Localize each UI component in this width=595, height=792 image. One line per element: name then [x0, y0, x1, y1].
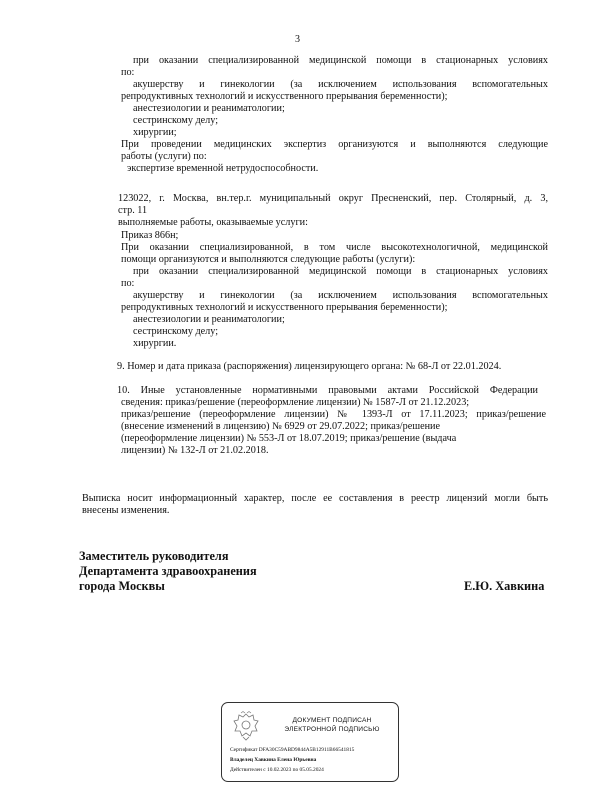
item-10-line: лицензии) № 132-Л от 21.02.2018. — [121, 445, 269, 456]
item-10-line: (переоформление лицензии) № 553-Л от 18.07.2019; приказ/решение (выдача — [121, 433, 457, 444]
electronic-signature-stamp — [221, 702, 399, 782]
signer-position: Заместитель руководителя — [79, 549, 229, 563]
item-10-line: 10. Иные установленные нормативными правовыми актами Российской Федерации — [117, 385, 538, 396]
text-line: При проведении медицинских экспертиз организуются и выполняются следующие — [121, 139, 548, 150]
text-line: сестринскому делу; — [133, 326, 219, 337]
stamp-validity: Действителен с 10.02.2023 по 05.05.2024 — [230, 767, 324, 773]
item-10-line: (внесение изменений в лицензию) № 6929 от 29.07.2022; приказ/решение — [121, 421, 441, 432]
stamp-title — [270, 716, 394, 734]
stamp-title-line: ЭЛЕКТРОННОЙ ПОДПИСЬЮ — [284, 726, 380, 733]
text-line: помощи организуются и выполняются следующие работы (услуги): — [121, 254, 416, 265]
text-line: выполняемые работы, оказываемые услуги: — [118, 217, 308, 228]
signer-position: города Москвы — [79, 579, 165, 593]
text-line: по: — [121, 67, 135, 78]
text-line: анестезиологии и реаниматологии; — [133, 103, 285, 114]
text-line: Приказ 866н; — [121, 230, 179, 241]
text-line: хирургии; — [133, 127, 177, 138]
item-9: 9. Номер и дата приказа (распоряжения) лицензирующего органа: № 68-Л от 22.01.2024. — [117, 361, 502, 372]
text-line: экспертизе временной нетрудоспособности. — [127, 163, 319, 174]
note-line: Выписка носит информационный характер, после ее составления в реестр лицензий могли быть — [82, 493, 548, 504]
text-line: при оказании специализированной медицинской помощи в стационарных условиях — [133, 55, 548, 66]
page-number: 3 — [295, 34, 300, 45]
signer-position: Департамента здравоохранения — [79, 564, 257, 578]
text-line: сестринскому делу; — [133, 115, 219, 126]
text-line: акушерству и гинекологии (за исключением использования вспомогательных — [133, 79, 548, 90]
coat-of-arms-icon — [232, 711, 260, 741]
item-10-line: приказ/решение (переоформление лицензии) № 1393-Л от 17.11.2023; приказ/решение — [121, 409, 546, 420]
text-line: акушерству и гинекологии (за исключением использования вспомогательных — [133, 290, 548, 301]
text-line: по: — [121, 278, 135, 289]
text-line: работы (услуги) по: — [121, 151, 207, 162]
text-line: При оказании специализированной, в том числе высокотехнологичной, медицинской — [121, 242, 548, 253]
signer-name: Е.Ю. Хавкина — [464, 579, 545, 593]
text-line: репродуктивных технологий и искусственного прерывания беременности); — [121, 302, 448, 313]
address-line: стр. 11 — [118, 205, 148, 216]
text-line: при оказании специализированной медицинской помощи в стационарных условиях — [133, 266, 548, 277]
text-line: анестезиологии и реаниматологии; — [133, 314, 285, 325]
text-line: репродуктивных технологий и искусственного прерывания беременности); — [121, 91, 448, 102]
stamp-owner: Владелец Хавкина Елена Юрьевна — [230, 757, 317, 763]
text-line: хирургии. — [133, 338, 177, 349]
stamp-title-line: ДОКУМЕНТ ПОДПИСАН — [292, 717, 372, 724]
note-line: внесены изменения. — [82, 505, 170, 516]
stamp-certificate: Сертификат DFA30C59ABD9844A5B12911B66541815 — [230, 747, 355, 753]
address-line: 123022, г. Москва, вн.тер.г. муниципальный округ Пресненский, пер. Столярный, д. 3, — [118, 193, 548, 204]
item-10-line: сведения: приказ/решение (переоформление лицензии) № 1587-Л от 21.12.2023; — [121, 397, 470, 408]
